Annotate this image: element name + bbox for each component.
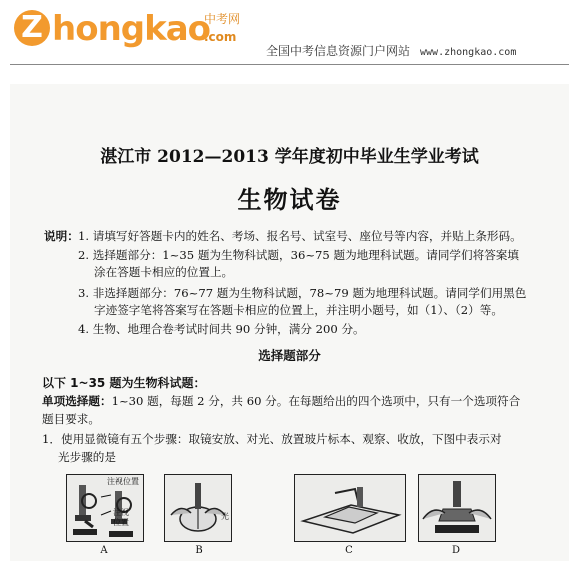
note-line-4: 3. 非选择题部分：76~77 题为生物科试题，78~79 题为地理科试题。请同学们用黑色 — [78, 286, 527, 300]
single-choice-line-1 — [42, 393, 520, 409]
callout-light: 光 — [221, 512, 229, 521]
note-line-6: 4. 生物、地理合卷考试时间共 90 分钟，满分 200 分。 — [78, 322, 365, 336]
figure-c-stage — [294, 474, 406, 542]
tagline-text: 全国中考信息资源门户网站 — [266, 44, 411, 58]
exam-subtitle: 生物试卷 — [237, 185, 342, 214]
callout-look: 注视 — [113, 508, 129, 517]
note-line-1: 1. 请填写好答题卡内的姓名、考场、报名号、试室号、座位号等内容，并贴上条形码。 — [78, 229, 522, 243]
figure-a-microscope-light — [66, 474, 144, 542]
part-heading: 以下 1~35 题为生物科试题： — [42, 376, 206, 390]
question-1-figures — [66, 474, 466, 561]
site-tagline — [266, 44, 516, 60]
single-choice-line-2: 题目要求。 — [42, 412, 100, 426]
logo-chinese-name: 中考网 — [204, 12, 241, 26]
header-divider — [10, 64, 569, 65]
figure-label-a: A — [100, 545, 108, 556]
site-header — [0, 0, 579, 70]
stage-illustration-c — [295, 475, 405, 541]
logo-z-badge: Z — [14, 10, 50, 46]
callout-look-position: 注视位置 — [107, 477, 139, 486]
logo-wordmark: hongkao — [52, 9, 211, 49]
figure-label-b: B — [195, 545, 203, 556]
single-choice-label: 单项选择题： — [42, 394, 112, 408]
section-heading: 选择题部分 — [258, 348, 321, 363]
single-choice-text: 1~30 题，每题 2 分，共 60 分。在每题给出的四个选项中，只有一个选项符合 — [111, 394, 521, 408]
hands-illustration-b — [165, 475, 231, 541]
logo-domain-suffix: .com — [204, 30, 237, 44]
microscope-illustration-d — [419, 475, 495, 541]
figure-label-d: D — [451, 545, 461, 556]
question-1-line-2: 光步骤的是 — [58, 450, 116, 464]
note-line-5: 字迹签字笔将答案写在答题卡相应的位置上，并注明小题号，如（1）、（2）等。 — [94, 303, 503, 317]
figure-d-microscope-storage — [418, 474, 496, 542]
exam-paper-scan — [10, 84, 569, 561]
exam-title: 湛江市 2012—2013 学年度初中毕业生学业考试 — [100, 147, 479, 167]
question-1-line-1: 1．使用显微镜有五个步骤：取镜安放、对光、放置玻片标本、观察、收放，下图中表示对 — [42, 432, 502, 446]
notes-label: 说明： — [44, 229, 79, 243]
note-line-3: 涂在答题卡相应的位置上。 — [94, 265, 234, 279]
figure-b-slide-placement — [164, 474, 232, 542]
note-line-2: 2. 选择题部分：1~35 题为生物科试题，36~75 题为地理科试题。请同学们将答案填 — [78, 248, 519, 262]
figure-label-c: C — [345, 545, 353, 556]
callout-position: 位置 — [113, 518, 129, 527]
site-url[interactable]: www.zhongkao.com — [420, 47, 517, 58]
